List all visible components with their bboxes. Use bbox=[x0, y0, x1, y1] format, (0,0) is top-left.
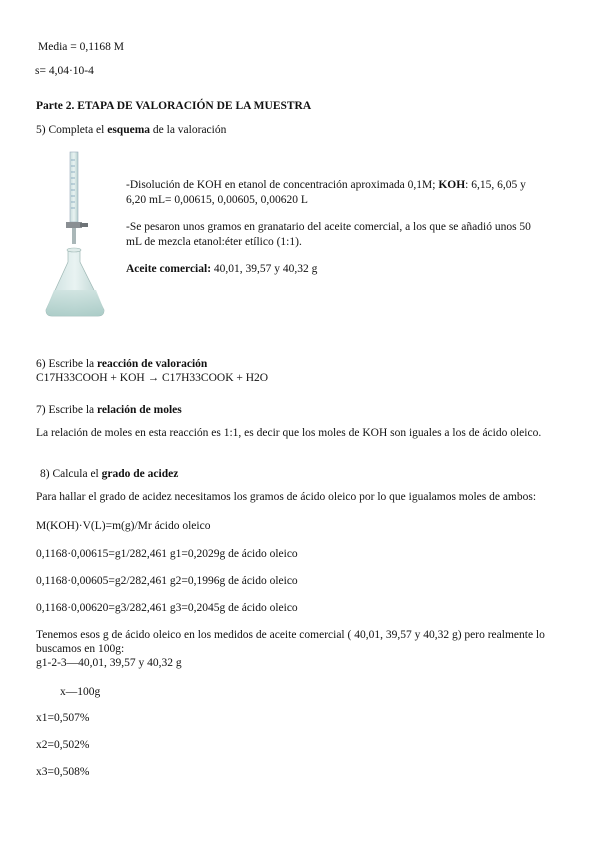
scheme-koh-paragraph: -Disolución de KOH en etanol de concentración aproximada 0,1M; KOH: 6,15, 6,05 y 6,20 mL= 0,00615, 0,00605, 0,00620 L bbox=[126, 179, 526, 206]
burette-flask-illustration bbox=[44, 150, 114, 320]
acidity-intro: Para hallar el grado de acidez necesitamos los gramos de ácido oleico por lo que igualamos moles de ambos: bbox=[36, 491, 537, 503]
section-heading: Parte 2. ETAPA DE VALORACIÓN DE LA MUESTRA bbox=[36, 100, 312, 112]
media-value: Media = 0,1168 M bbox=[38, 41, 124, 53]
question-6: 6) Escribe la reacción de valoración bbox=[36, 358, 208, 370]
calc-g2: 0,1168·0,00605=g2/282,461 g2=0,1996g de ácido oleico bbox=[36, 575, 298, 587]
std-dev-value: s= 4,04·10-4 bbox=[35, 65, 94, 77]
scheme-sample-paragraph: -Se pesaron unos gramos en granatario del aceite comercial, a los que se añadió unos 50 mL de mezcla etanol:éter etílico (1:1). bbox=[126, 221, 531, 248]
scheme-oil-paragraph: Aceite comercial: 40,01, 39,57 y 40,32 g bbox=[126, 263, 318, 275]
result-x2: x2=0,502% bbox=[36, 739, 90, 751]
result-x3: x3=0,508% bbox=[36, 766, 90, 778]
question-5: 5) Completa el esquema de la valoración bbox=[36, 124, 227, 136]
acidity-formula: M(KOH)·V(L)=m(g)/Mr ácido oleico bbox=[36, 520, 211, 532]
reaction-equation: C17H33COOH + KOH → C17H33COOK + H2O bbox=[36, 372, 269, 384]
question-7: 7) Escribe la relación de moles bbox=[36, 404, 182, 416]
result-x1: x1=0,507% bbox=[36, 712, 90, 724]
mole-relation-answer: La relación de moles en esta reacción es 1:1, es decir que los moles de KOH son iguales a los de ácido oleico. bbox=[36, 427, 542, 439]
calc-g1: 0,1168·0,00615=g1/282,461 g1=0,2029g de ácido oleico bbox=[36, 548, 298, 560]
calc-g3: 0,1168·0,00620=g3/282,461 g3=0,2045g de ácido oleico bbox=[36, 602, 298, 614]
conclusion-paragraph: Tenemos esos g de ácido oleico en los medidos de aceite comercial ( 40,01, 39,57 y 40,32 g) pero realmente lo buscamos en 100g: bbox=[36, 629, 545, 655]
question-8: 8) Calcula el grado de acidez bbox=[40, 468, 179, 480]
ratio-line-1: g1-2-3—40,01, 39,57 y 40,32 g bbox=[36, 657, 182, 669]
ratio-line-2: x—100g bbox=[60, 686, 101, 698]
